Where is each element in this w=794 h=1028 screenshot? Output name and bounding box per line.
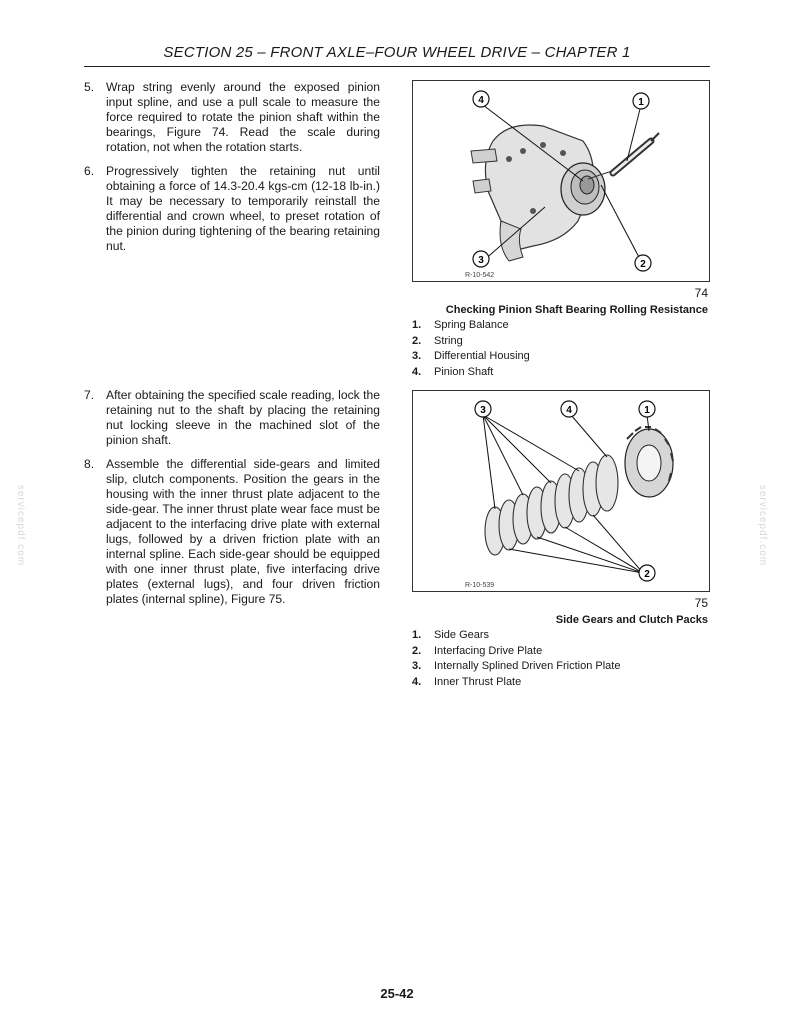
caption-item [412, 318, 708, 334]
figure-ref: R-10-542 [465, 272, 495, 279]
item-label: Spring Balance [434, 319, 509, 331]
step-number: 6. [84, 164, 95, 178]
header-rule [84, 66, 710, 67]
callout-2 [635, 255, 651, 271]
watermark-right: servicepdf.com [757, 484, 769, 567]
caption-item [412, 628, 708, 644]
caption-title: Side Gears and Clutch Packs [555, 614, 708, 626]
svg-text:4: 4 [566, 405, 572, 416]
caption-item [412, 659, 708, 675]
item-number: 3. [412, 660, 422, 672]
step-5 [84, 80, 380, 155]
caption-item [412, 334, 708, 350]
item-number: 2. [412, 644, 422, 657]
step-6 [84, 164, 380, 254]
item-label: Internally Splined Driven Friction Plate [434, 660, 621, 672]
callout-2 [639, 565, 655, 581]
figure-74-illustration [412, 80, 710, 282]
figure-75-number: 75 [694, 596, 708, 610]
svg-text:1: 1 [638, 97, 644, 108]
callout-1 [633, 93, 649, 109]
figure-ref: R-10-539 [465, 582, 495, 589]
step-number: 8. [84, 457, 95, 471]
step-number: 7. [84, 388, 95, 402]
callout-3 [473, 251, 489, 267]
step-text: Progressively tighten the retaining nut until obtaining a force of 14.3-20.4 kgs-cm (12-18 lb-in.) It may be necessary to temporarily reinstall the differential and crown wheel, to preset rotation of the pinion during tightening of the bearing retaining nut. [106, 164, 380, 253]
figure-74-caption [412, 304, 708, 380]
svg-text:3: 3 [480, 405, 486, 416]
svg-text:3: 3 [478, 255, 484, 266]
callout-3 [475, 401, 491, 417]
item-label: Inner Thrust Plate [434, 675, 522, 688]
figure-75-illustration [412, 390, 710, 592]
svg-text:2: 2 [644, 569, 650, 580]
step-text: After obtaining the specified scale reading, lock the retaining nut to the shaft by placing the retaining nut locking sleeve in the machined slot of the pinion shaft. [106, 388, 380, 447]
page-number: 25-42 [380, 986, 414, 1001]
item-number: 1. [412, 319, 422, 331]
caption-item [412, 644, 708, 660]
step-text: Wrap string evenly around the exposed pinion input spline, and use a pull scale to measure the force required to rotate the pinion shaft within the bearings, Figure 74. Read the scale during rotation, not when the rotation starts. [106, 80, 380, 154]
step-number: 5. [84, 80, 95, 94]
item-number: 4. [412, 365, 422, 378]
step-text: Assemble the differential side-gears and limited slip, clutch components. Position the gears in the housing with the inner thrust plate adjacent to the side-gear. The inner thrust plate wear face must be adjacent to the interfacing drive plate with external lugs, followed by a driven friction plate with an internal spline. Each side-gear should be equipped with one inner thrust plate, five interfacing drive plates (external lugs), and four driven friction plates (internal spline), Figure 75. [106, 457, 380, 606]
caption-item [412, 675, 708, 691]
item-number: 4. [412, 675, 422, 688]
figure-74-number: 74 [694, 286, 708, 300]
steps-bottom [84, 388, 380, 616]
caption-title: Checking Pinion Shaft Bearing Rolling Resistance [445, 304, 708, 316]
callout-1 [639, 401, 655, 417]
watermark-left: servicepdf.com [15, 484, 27, 567]
item-label: String [434, 334, 463, 347]
svg-text:1: 1 [644, 405, 650, 416]
step-8 [84, 457, 380, 607]
item-number: 3. [412, 350, 422, 362]
item-label: Interfacing Drive Plate [434, 644, 543, 657]
svg-text:2: 2 [640, 259, 646, 270]
callout-4 [473, 91, 489, 107]
steps-top [84, 80, 380, 263]
figure-75-caption [412, 614, 708, 690]
item-label: Differential Housing [434, 350, 530, 362]
section-header: SECTION 25 – FRONT AXLE–FOUR WHEEL DRIVE – CHAPTER 1 [163, 44, 631, 61]
item-label: Pinion Shaft [434, 365, 494, 378]
caption-item [412, 349, 708, 365]
svg-text:4: 4 [478, 95, 484, 106]
item-number: 1. [412, 629, 422, 641]
item-number: 2. [412, 334, 422, 347]
step-7 [84, 388, 380, 448]
caption-item [412, 365, 708, 381]
item-label: Side Gears [434, 629, 490, 641]
callout-4 [561, 401, 577, 417]
